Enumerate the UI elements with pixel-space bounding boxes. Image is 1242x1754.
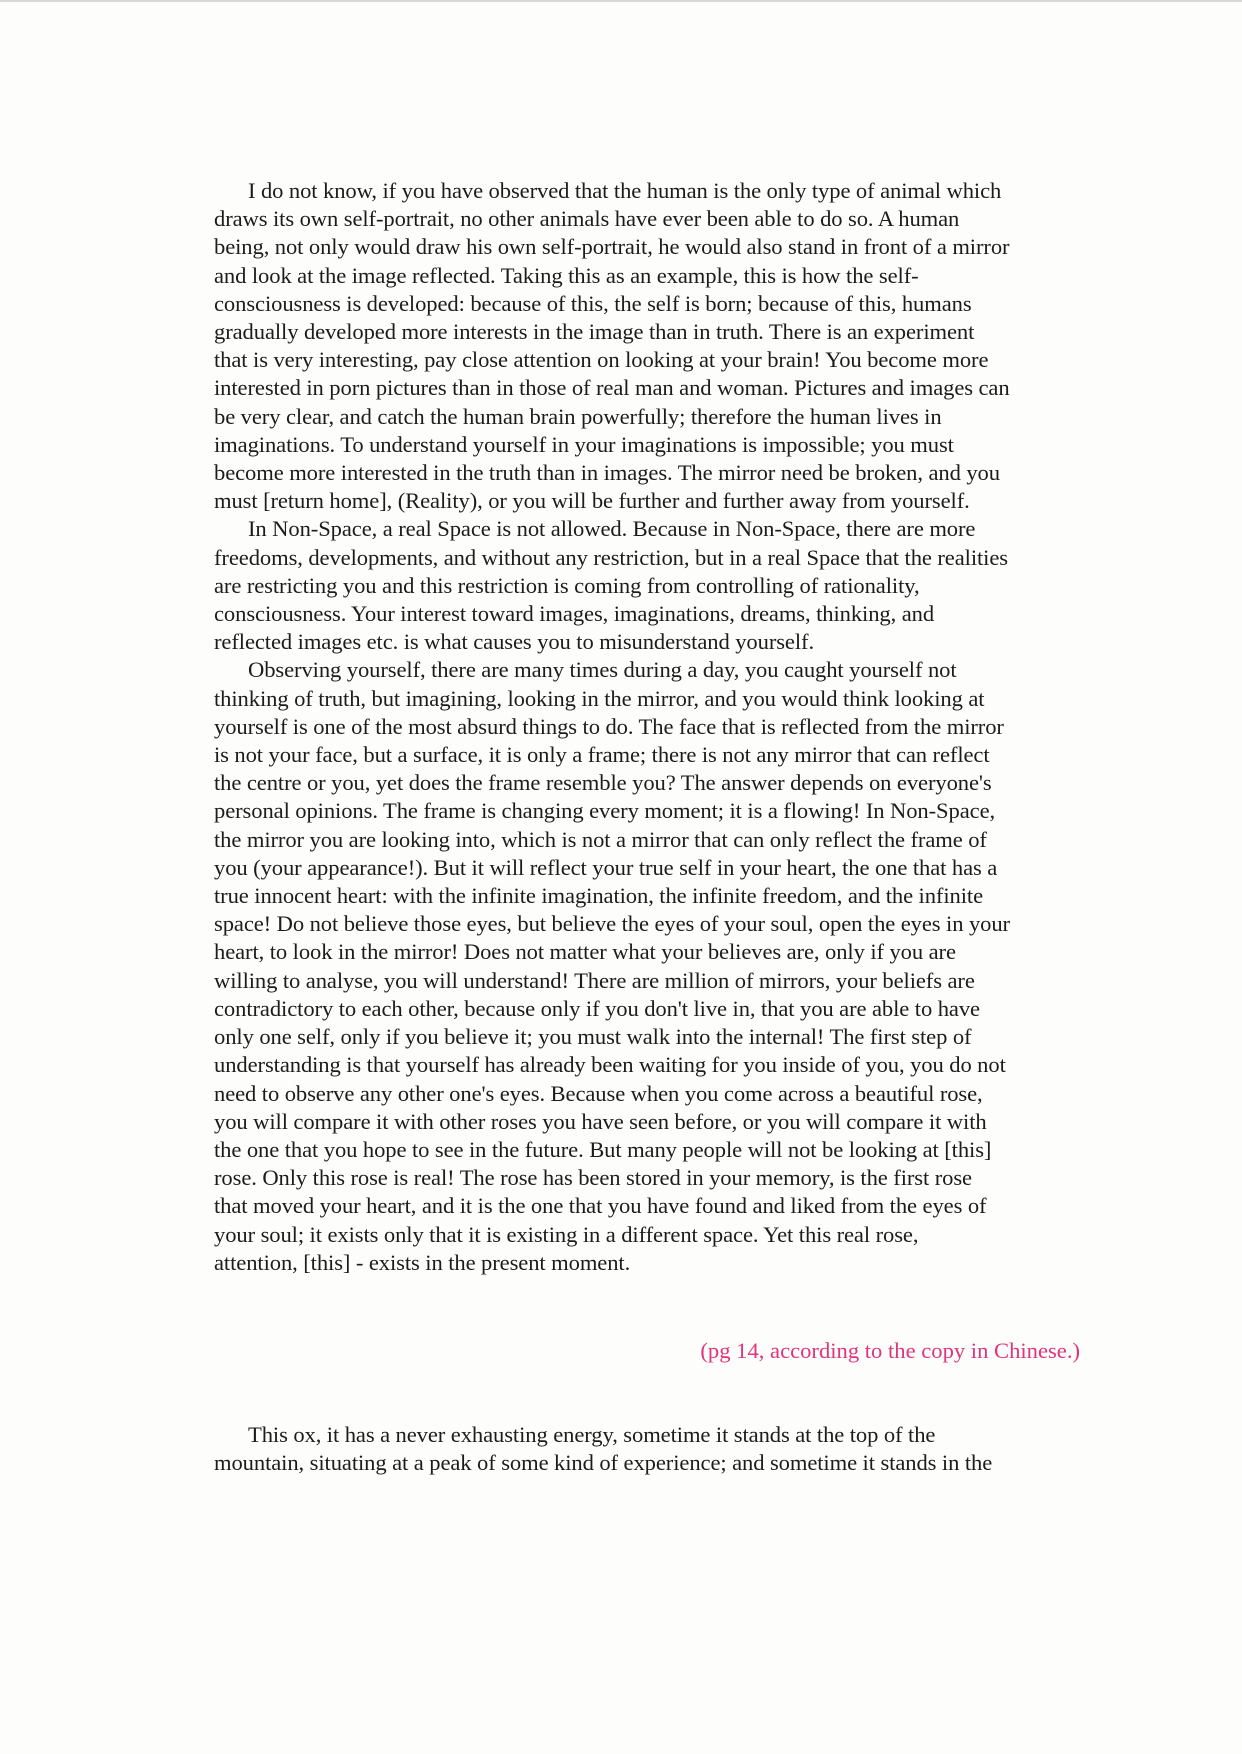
text-line: need to observe any other one's eyes. Because when you come across a beautiful rose,	[214, 1080, 983, 1106]
text-line: being, not only would draw his own self-portrait, he would also stand in front of a mirror	[214, 234, 1010, 260]
text-line: freedoms, developments, and without any restriction, but in a real Space that the realities	[214, 544, 1008, 570]
text-line: be very clear, and catch the human brain powerfully; therefore the human lives in	[214, 403, 942, 429]
text-line: yourself is one of the most absurd things to do. The face that is reflected from the mirror	[214, 713, 1004, 739]
text-line: mountain, situating at a peak of some kind of experience; and sometime it stands in the	[214, 1450, 993, 1476]
text-line: draws its own self-portrait, no other animals have ever been able to do so. A human	[214, 206, 960, 232]
page-citation: (pg 14, according to the copy in Chinese.)	[700, 1338, 1080, 1363]
text-line: the one that you hope to see in the future. But many people will not be looking at [this]	[214, 1136, 992, 1162]
paragraph-ox	[180, 1421, 1090, 1477]
text-line: you (your appearance!). But it will reflect your true self in your heart, the one that has a	[214, 854, 998, 880]
text-line: imaginations. To understand yourself in your imaginations is impossible; you must	[214, 431, 954, 457]
text-line: Observing yourself, there are many times during a day, you caught yourself not	[248, 657, 957, 683]
text-line: are restricting you and this restriction is coming from controlling of rationality,	[214, 572, 920, 598]
text-line: In Non-Space, a real Space is not allowed. Because in Non-Space, there are more	[248, 516, 976, 542]
text-line: that is very interesting, pay close attention on looking at your brain! You become more	[214, 347, 989, 373]
document-body	[180, 177, 1090, 1277]
text-line: This ox, it has a never exhausting energy, sometime it stands at the top of the	[248, 1422, 936, 1447]
paragraph-self-portrait	[180, 177, 1090, 515]
text-line: space! Do not believe those eyes, but believe the eyes of your soul, open the eyes in your	[214, 911, 1010, 937]
text-line: thinking of truth, but imagining, looking in the mirror, and you would think looking at	[214, 685, 985, 711]
text-line: rose. Only this rose is real! The rose has been stored in your memory, is the first rose	[214, 1165, 972, 1191]
text-line: reflected images etc. is what causes you to misunderstand yourself.	[214, 629, 815, 655]
text-line: the mirror you are looking into, which is not a mirror that can only reflect the frame of	[214, 826, 987, 852]
text-line: and look at the image reflected. Taking this as an example, this is how the self-	[214, 262, 919, 288]
text-line: personal opinions. The frame is changing every moment; it is a flowing! In Non-Space,	[214, 798, 996, 824]
text-line: the centre or you, yet does the frame resemble you? The answer depends on everyone's	[214, 770, 992, 796]
text-line: that moved your heart, and it is the one that you have found and liked from the eyes of	[214, 1193, 987, 1219]
text-line: contradictory to each other, because only if you don't live in, that you are able to have	[214, 995, 980, 1021]
text-line: interested in porn pictures than in those of real man and woman. Pictures and images can	[214, 375, 1010, 401]
text-line: willing to analyse, you will understand! There are million of mirrors, your beliefs are	[214, 967, 975, 993]
text-line: understanding is that yourself has already been waiting for you inside of you, you do not	[214, 1052, 1006, 1078]
paragraph-observing-yourself	[180, 656, 1090, 1276]
text-line: heart, to look in the mirror! Does not matter what your believes are, only if you are	[214, 939, 956, 965]
text-line: only one self, only if you believe it; you must walk into the internal! The first step of	[214, 1024, 972, 1050]
paragraph-non-space	[180, 515, 1090, 656]
text-line: your soul; it exists only that it is existing in a different space. Yet this real rose,	[214, 1221, 919, 1247]
text-line: attention, [this] - exists in the present moment.	[214, 1249, 631, 1275]
text-line: become more interested in the truth than in images. The mirror need be broken, and you	[214, 460, 1000, 486]
text-line: is not your face, but a surface, it is only a frame; there is not any mirror that can reflect	[214, 742, 990, 768]
text-line: must [return home], (Reality), or you will be further and further away from yourself.	[214, 488, 970, 514]
text-line: true innocent heart: with the infinite imagination, the infinite freedom, and the infinite	[214, 883, 983, 909]
scan-edge	[0, 0, 1242, 2]
text-line: you will compare it with other roses you have seen before, or you will compare it with	[214, 1108, 987, 1134]
document-tail	[180, 1421, 1090, 1477]
text-line: gradually developed more interests in the image than in truth. There is an experiment	[214, 319, 975, 345]
text-line: consciousness. Your interest toward images, imaginations, dreams, thinking, and	[214, 601, 935, 627]
text-line: I do not know, if you have observed that the human is the only type of animal which	[248, 178, 1002, 203]
text-line: consciousness is developed: because of this, the self is born; because of this, humans	[214, 290, 972, 316]
